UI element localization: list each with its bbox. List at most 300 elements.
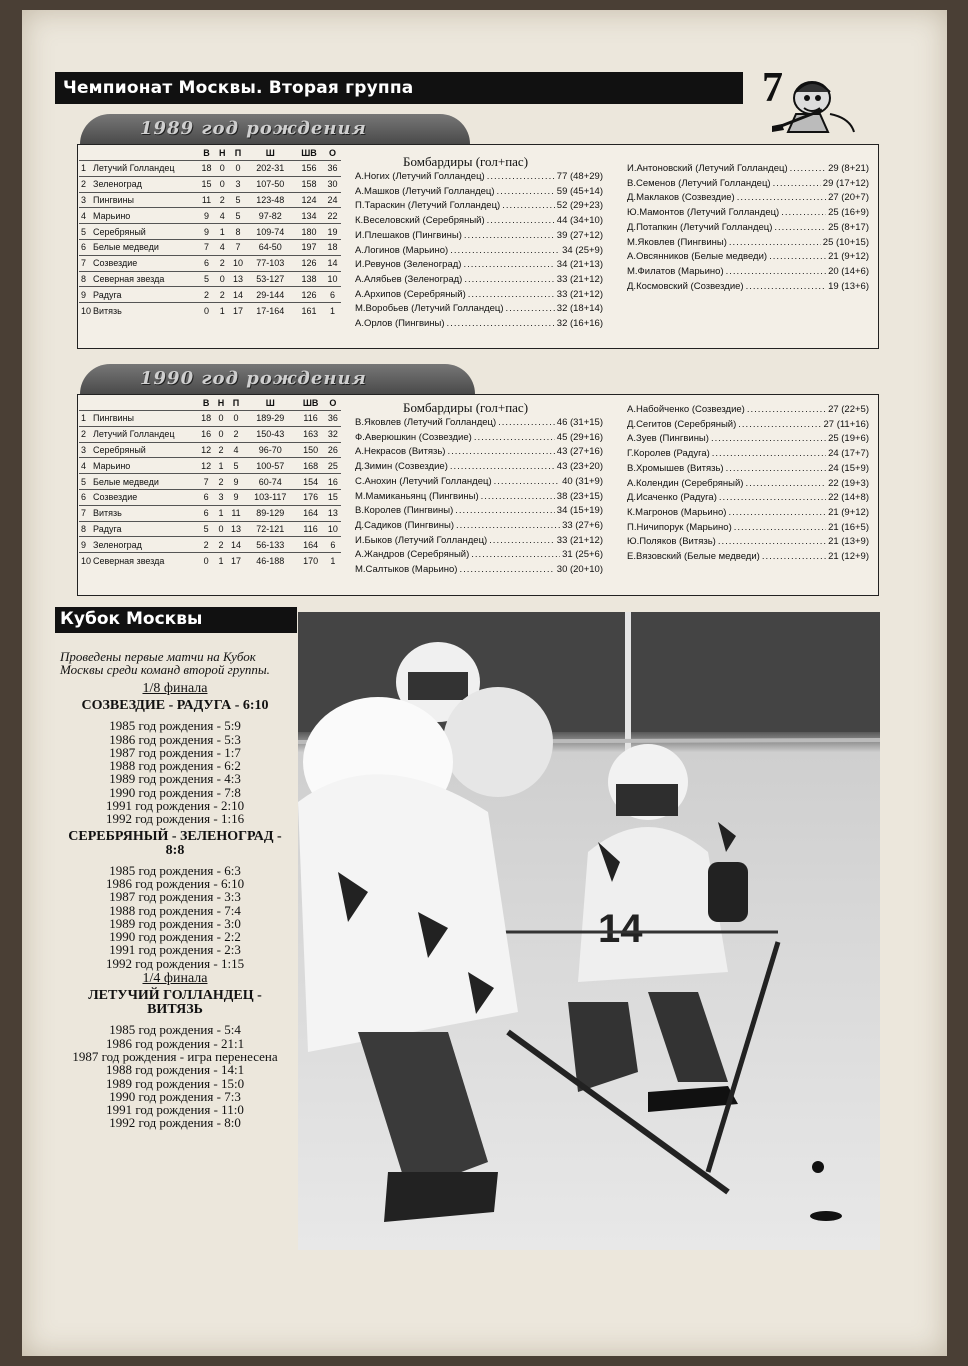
scorer-points: 25 (10+15): [822, 236, 869, 248]
scorer-points: 40 (31+9): [562, 475, 603, 487]
scorer-row: [355, 229, 603, 244]
scorer-points: 22 (19+3): [828, 477, 869, 489]
scorer-name: И.Быков (Летучий Голландец): [355, 534, 488, 546]
leader-dots: [464, 273, 554, 288]
match-result: 1987 год рождения - 3:3: [109, 889, 241, 905]
team-name: Созвездие: [91, 489, 198, 505]
leader-dots: [447, 445, 554, 460]
scorer-points: 44 (34+10): [556, 215, 603, 227]
scorer-row: [627, 265, 869, 280]
table-cell: 0: [214, 426, 228, 442]
scorer-name: И.Антоновский (Летучий Голландец): [627, 163, 788, 174]
table-cell: 8: [79, 271, 91, 287]
scorer-row: [355, 244, 603, 259]
table-cell: 5: [229, 208, 246, 224]
leader-dots: [738, 418, 821, 433]
table-cell: 3: [229, 176, 246, 192]
team-name: Витязь: [91, 505, 198, 521]
table-row: [79, 537, 341, 553]
scorer-row: [627, 236, 869, 251]
table-cell: 2: [79, 176, 91, 192]
scorer-points: 33 (27+6): [562, 519, 603, 531]
scorer-name: М.Мамиканьянц (Пингвины): [355, 490, 479, 502]
scorer-row: [627, 221, 869, 236]
table-row: [79, 255, 341, 271]
leader-dots: [726, 462, 826, 477]
table-row: [79, 505, 341, 521]
table-cell: 4: [215, 239, 229, 255]
leader-dots: [455, 504, 555, 519]
team-name: Серебряный: [91, 224, 198, 240]
table-cell: 53-127: [246, 271, 294, 287]
match-result: 1987 год рождения - 1:7: [109, 744, 241, 760]
table-cell: 16: [325, 474, 341, 490]
scorer-name: Д.Маклаков (Созвездие): [627, 192, 735, 204]
scorer-name: А.Ногих (Летучий Голландец): [355, 171, 485, 182]
table-row: [79, 287, 341, 303]
leader-dots: [790, 162, 826, 177]
table-cell: 197: [294, 239, 324, 255]
scorer-row: [627, 477, 869, 492]
scorer-name: П.Тараскин (Летучий Голландец): [355, 200, 501, 212]
round-title: 1/4 финала: [142, 971, 208, 987]
team-name: Марьино: [91, 208, 198, 224]
scorer-row: [627, 550, 869, 565]
match-result: 1988 год рождения - 7:4: [109, 902, 241, 918]
match-result: 1988 год рождения - 14:1: [105, 1062, 245, 1078]
scorer-row: [355, 534, 603, 549]
scorer-name: С.Анохин (Летучий Голландец): [355, 475, 492, 487]
scorer-points: 27 (22+5): [828, 404, 869, 415]
table-cell: 29-144: [246, 287, 294, 303]
table-cell: 14: [228, 537, 244, 553]
column-header: Н: [219, 148, 226, 158]
leader-dots: [774, 221, 826, 236]
match-title: СОЗВЕЗДИЕ - РАДУГА - 6:10: [81, 698, 269, 714]
column-header: ШВ: [301, 148, 317, 158]
leader-dots: [487, 170, 555, 185]
match-title: СЕРЕБРЯНЫЙ - ЗЕЛЕНОГРАД - 8:8: [68, 828, 282, 858]
scorer-points: 19 (13+6): [828, 280, 869, 292]
leader-dots: [487, 214, 555, 229]
leader-dots: [450, 244, 560, 259]
scorer-name: В.Семенов (Летучий Голландец): [627, 177, 771, 189]
scorer-name: А.Некрасов (Витязь): [355, 446, 446, 458]
table-cell: 1: [215, 224, 229, 240]
scorers-list-1989-a: [355, 154, 603, 332]
scorer-row: [355, 199, 603, 214]
table-cell: 170: [296, 553, 324, 568]
scorer-row: [355, 214, 603, 229]
scorer-name: Д.Исаченко (Радуга): [627, 492, 717, 504]
team-name: Северная звезда: [91, 553, 198, 568]
scorers-list-1989-b: [627, 162, 869, 294]
scorer-name: Д.Садиков (Пингвины): [355, 519, 455, 531]
scorer-name: К.Веселовский (Серебряный): [355, 215, 485, 227]
table-cell: 3: [79, 192, 91, 208]
table-cell: 4: [228, 442, 244, 458]
table-row: [79, 208, 341, 224]
scorer-name: А.Зуев (Пингвины): [627, 433, 709, 445]
match-result: 1991 год рождения - 2:3: [109, 942, 241, 958]
table-cell: 30: [324, 176, 341, 192]
match-result: 1985 год рождения - 6:3: [109, 862, 241, 878]
hockey-players-illustration: [298, 612, 880, 1250]
cup-header-bar: [55, 607, 297, 633]
match-result: 1991 год рождения - 2:10: [105, 798, 245, 814]
scorer-name: Д.Потапкин (Летучий Голландец): [627, 221, 773, 233]
scorer-row: [627, 280, 869, 295]
column-header: Ш: [265, 148, 275, 158]
scorer-points: 24 (15+9): [828, 462, 869, 474]
scorers-heading: Бомбардиры (гол+пас): [403, 154, 529, 169]
table-cell: 9: [79, 537, 91, 553]
table-cell: 116: [296, 411, 324, 427]
section-title: Чемпионат Москвы. Вторая группа: [63, 78, 414, 98]
page-number: 7: [762, 65, 783, 111]
table-cell: 22: [324, 208, 341, 224]
scorer-name: А.Архипов (Серебряный): [355, 288, 466, 300]
table-cell: 14: [324, 255, 341, 271]
table-cell: 8: [229, 224, 246, 240]
table-cell: 18: [198, 161, 215, 177]
table-cell: 13: [229, 271, 246, 287]
team-name: Северная звезда: [91, 271, 198, 287]
table-cell: 17: [229, 303, 246, 318]
table-cell: 161: [294, 303, 324, 318]
table-cell: 19: [324, 224, 341, 240]
table-cell: 12: [198, 458, 214, 474]
match-result: 1990 год рождения - 7:3: [109, 1088, 241, 1104]
scorer-row: [355, 504, 603, 519]
table-cell: 17: [228, 553, 244, 568]
column-header: П: [234, 148, 242, 158]
table-cell: 7: [229, 239, 246, 255]
team-name: Созвездие: [91, 255, 198, 271]
table-cell: 36: [324, 161, 341, 177]
scorers-list-1990-a: [355, 400, 603, 578]
table-cell: 123-48: [246, 192, 294, 208]
leader-dots: [450, 460, 555, 475]
team-name: Летучий Голландец: [91, 426, 198, 442]
svg-text:14: 14: [598, 907, 643, 951]
table-row: [79, 521, 341, 537]
leader-dots: [718, 535, 826, 550]
leader-dots: [737, 191, 826, 206]
match-result: 1988 год рождения - 6:2: [109, 758, 241, 774]
table-cell: 6: [198, 489, 214, 505]
scorer-points: 31 (25+6): [562, 549, 603, 561]
table-cell: 9: [198, 224, 215, 240]
scorer-row: [627, 191, 869, 206]
leader-dots: [781, 206, 826, 221]
match-result: 1985 год рождения - 5:9: [109, 718, 241, 734]
table-cell: 6: [324, 287, 341, 303]
table-cell: 6: [79, 239, 91, 255]
table-cell: 89-129: [244, 505, 296, 521]
scorer-points: 33 (21+12): [556, 288, 603, 300]
table-cell: 13: [228, 521, 244, 537]
leader-dots: [745, 477, 826, 492]
column-header: В: [202, 398, 210, 408]
table-cell: 138: [294, 271, 324, 287]
scorer-row: [355, 563, 603, 578]
table-cell: 10: [229, 255, 246, 271]
table-cell: 24: [324, 192, 341, 208]
leader-dots: [468, 288, 555, 303]
scorer-row: [355, 302, 603, 317]
table-cell: 164: [296, 537, 324, 553]
cup-results: [60, 650, 290, 1130]
scorer-row: [627, 535, 869, 550]
leader-dots: [498, 416, 555, 431]
table-row: [79, 474, 341, 490]
scorer-row: [627, 403, 869, 418]
table-cell: 46-188: [244, 553, 296, 568]
scorer-name: И.Ревунов (Зеленоград): [355, 259, 462, 271]
scorer-row: [627, 162, 869, 177]
table-cell: 7: [79, 255, 91, 271]
table-cell: 2: [214, 474, 228, 490]
scorer-points: 30 (20+10): [556, 564, 603, 576]
table-cell: 26: [325, 442, 341, 458]
table-cell: 10: [325, 521, 341, 537]
scorer-name: Е.Вязовский (Белые медведи): [627, 551, 760, 563]
scorer-points: 38 (23+15): [556, 490, 603, 502]
table-cell: 158: [294, 176, 324, 192]
match-result: 1985 год рождения - 5:4: [109, 1022, 241, 1038]
table-cell: 77-103: [246, 255, 294, 271]
table-row: [79, 176, 341, 192]
table-cell: 1: [215, 303, 229, 318]
scorer-row: [627, 491, 869, 506]
leader-dots: [494, 475, 560, 490]
scorer-name: Д.Космовский (Созвездие): [627, 280, 744, 292]
leader-dots: [773, 177, 821, 192]
header-blank: [91, 396, 198, 411]
header-blank: [91, 146, 198, 161]
table-row: [79, 224, 341, 240]
column-header: Н: [217, 398, 225, 408]
scorer-name: К.Магронов (Марьино): [627, 506, 727, 518]
table-cell: 9: [228, 474, 244, 490]
leader-dots: [481, 490, 555, 505]
team-name: Серебряный: [91, 442, 198, 458]
table-cell: 4: [79, 458, 91, 474]
table-cell: 15: [325, 489, 341, 505]
table-cell: 25: [325, 458, 341, 474]
scorer-points: 32 (16+16): [556, 318, 603, 330]
scorer-name: Д.Зимин (Созвездие): [355, 461, 448, 473]
team-name: Белые медведи: [91, 474, 198, 490]
team-name: Пингвины: [91, 192, 198, 208]
table-cell: 116: [296, 521, 324, 537]
match-result: 1990 год рождения - 7:8: [109, 784, 241, 800]
table-cell: 72-121: [244, 521, 296, 537]
table-cell: 7: [79, 505, 91, 521]
match-result: 1986 год рождения - 5:3: [109, 731, 241, 747]
scorer-points: 21 (9+12): [828, 506, 869, 518]
match-result: 1987 год рождения - игра перенесена: [72, 1048, 278, 1064]
table-cell: 124: [294, 192, 324, 208]
scorer-points: 29 (8+21): [828, 163, 869, 174]
table-row: [79, 303, 341, 318]
table-cell: 2: [214, 442, 228, 458]
scorer-row: [355, 185, 603, 200]
scorer-name: М.Салтыков (Марьино): [355, 564, 458, 576]
table-cell: 0: [215, 176, 229, 192]
table-cell: 168: [296, 458, 324, 474]
section-header-bar: [55, 72, 743, 104]
cup-title: Кубок Москвы: [60, 609, 203, 629]
leader-dots: [456, 519, 560, 534]
scorer-name: А.Набойченко (Созвездие): [627, 404, 745, 415]
leader-dots: [746, 280, 826, 295]
team-name: Радуга: [91, 287, 198, 303]
scorer-row: [355, 273, 603, 288]
table-cell: 9: [228, 489, 244, 505]
scorer-name: М.Филатов (Марьино): [627, 265, 724, 277]
table-cell: 109-74: [246, 224, 294, 240]
leader-dots: [747, 403, 826, 418]
match-result: 1986 год рождения - 21:1: [105, 1035, 245, 1051]
scorer-points: 25 (16+9): [828, 207, 869, 219]
column-header: ШВ: [302, 398, 319, 408]
scorer-name: А.Алябьев (Зеленоград): [355, 273, 463, 285]
match-result: 1992 год рождения - 1:15: [105, 955, 245, 971]
team-name: Витязь: [91, 303, 198, 318]
table-cell: 0: [229, 161, 246, 177]
table-cell: 8: [79, 521, 91, 537]
team-name: Летучий Голландец: [91, 161, 198, 177]
team-name: Зеленоград: [91, 176, 198, 192]
year-tab-1990: [80, 364, 475, 398]
scorer-row: [627, 418, 869, 433]
match-result: 1989 год рождения - 3:0: [109, 915, 241, 931]
leader-dots: [497, 185, 555, 200]
match-result: 1989 год рождения - 15:0: [105, 1075, 245, 1091]
table-cell: 163: [296, 426, 324, 442]
leader-dots: [502, 199, 555, 214]
leader-dots: [729, 236, 821, 251]
scorer-points: 33 (21+12): [556, 534, 603, 546]
table-cell: 18: [198, 411, 214, 427]
table-cell: 2: [198, 537, 214, 553]
table-cell: 32: [325, 426, 341, 442]
scorer-name: М.Яковлев (Пингвины): [627, 236, 727, 248]
team-name: Зеленоград: [91, 537, 198, 553]
match-result: 1992 год рождения - 1:16: [105, 811, 245, 827]
team-name: Пингвины: [91, 411, 198, 427]
scorer-name: А.Жандров (Серебряный): [355, 549, 470, 561]
table-cell: 2: [215, 192, 229, 208]
scorer-points: 34 (21+13): [556, 259, 603, 271]
column-header: Ш: [265, 398, 275, 408]
scorer-points: 21 (16+5): [828, 521, 869, 533]
table-cell: 5: [229, 192, 246, 208]
scorer-row: [355, 519, 603, 534]
table-cell: 6: [198, 505, 214, 521]
table-cell: 0: [215, 271, 229, 287]
table-cell: 36: [325, 411, 341, 427]
table-cell: 4: [215, 208, 229, 224]
scorer-points: 33 (21+12): [556, 273, 603, 285]
table-cell: 1: [214, 505, 228, 521]
scorer-row: [627, 462, 869, 477]
scorers-list-1990-b: [627, 403, 869, 565]
scorer-name: В.Королев (Пингвины): [355, 505, 454, 517]
table-cell: 3: [79, 442, 91, 458]
scorer-points: 25 (19+6): [828, 433, 869, 445]
leader-dots: [719, 491, 826, 506]
table-cell: 97-82: [246, 208, 294, 224]
scorer-row: [355, 460, 603, 475]
leader-dots: [769, 250, 826, 265]
leader-dots: [471, 548, 560, 563]
scorer-points: 34 (15+19): [556, 505, 603, 517]
scorers-heading: Бомбардиры (гол+пас): [403, 400, 529, 415]
leader-dots: [463, 258, 554, 273]
table-cell: 126: [294, 287, 324, 303]
scorer-points: 39 (27+12): [556, 229, 603, 241]
scorer-points: 43 (27+16): [556, 446, 603, 458]
table-cell: 107-50: [246, 176, 294, 192]
scorer-row: [355, 431, 603, 446]
scorer-points: 52 (29+23): [556, 200, 603, 212]
hockey-photo: [298, 612, 880, 1250]
scorer-name: Ю.Мамонтов (Летучий Голландец): [627, 207, 780, 219]
round-title: 1/8 финала: [142, 681, 208, 696]
scorer-row: [355, 258, 603, 273]
table-cell: 150-43: [244, 426, 296, 442]
scorer-name: Ф.Аверюшкин (Созвездие): [355, 431, 472, 443]
scorer-points: 27 (20+7): [828, 192, 869, 204]
table-cell: 2: [214, 537, 228, 553]
table-cell: 11: [198, 192, 215, 208]
scorer-name: Д.Сегитов (Серебряный): [627, 418, 737, 430]
team-name: Марьино: [91, 458, 198, 474]
standings-table-1990: [79, 396, 341, 568]
table-cell: 60-74: [244, 474, 296, 490]
scorer-name: А.Овсянников (Белые медведи): [627, 251, 768, 263]
leader-dots: [734, 521, 826, 536]
table-cell: 0: [228, 411, 244, 427]
table-cell: 96-70: [244, 442, 296, 458]
standings-table-1989: [79, 146, 341, 318]
scorer-points: 21 (12+9): [828, 551, 869, 563]
table-cell: 64-50: [246, 239, 294, 255]
table-row: [79, 458, 341, 474]
table-cell: 0: [198, 303, 215, 318]
leader-dots: [447, 317, 555, 332]
leader-dots: [459, 563, 554, 578]
leader-dots: [711, 432, 826, 447]
column-header: П: [232, 398, 240, 408]
table-cell: 4: [79, 208, 91, 224]
scorer-points: 29 (17+12): [822, 177, 869, 189]
table-cell: 5: [198, 521, 214, 537]
leader-dots: [726, 265, 826, 280]
scorer-row: [355, 548, 603, 563]
scorer-points: 77 (48+29): [556, 171, 603, 182]
leader-dots: [489, 534, 555, 549]
table-cell: 126: [294, 255, 324, 271]
leader-dots: [728, 506, 826, 521]
table-cell: 6: [79, 489, 91, 505]
table-cell: 13: [325, 505, 341, 521]
scorer-row: [627, 447, 869, 462]
team-name: Радуга: [91, 521, 198, 537]
